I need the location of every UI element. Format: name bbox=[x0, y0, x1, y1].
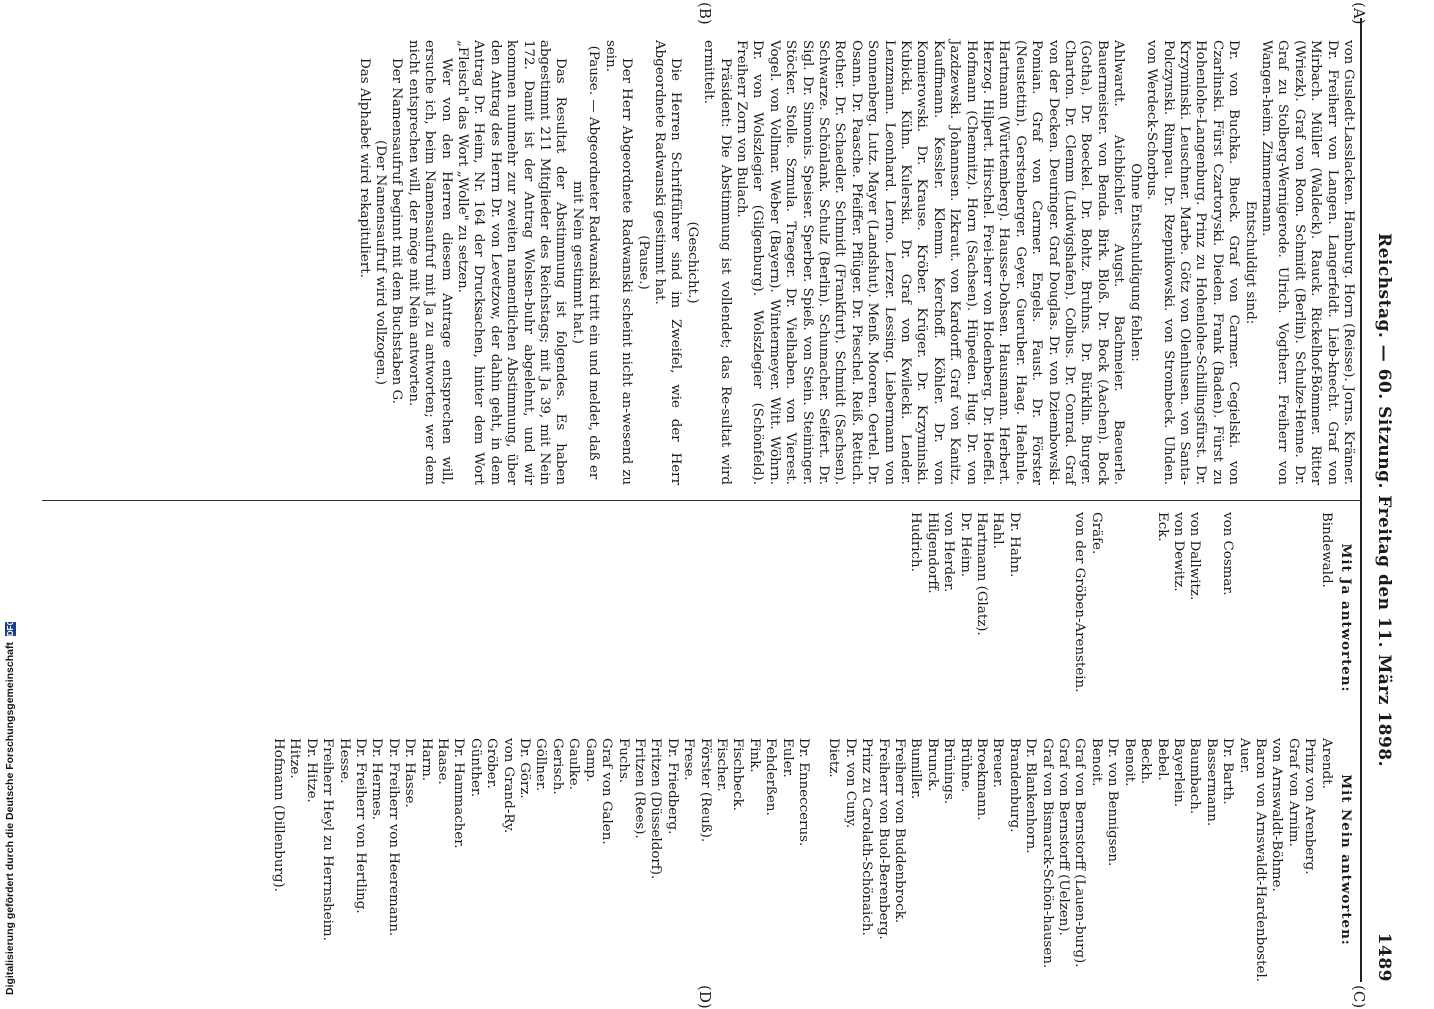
margin-marker-a: (A) bbox=[1350, 2, 1368, 25]
voter-name: Dr. Enneccerus. bbox=[796, 738, 811, 847]
margin-marker-d: (D) bbox=[696, 985, 714, 1009]
voter-name: Baumbach. bbox=[1187, 738, 1203, 815]
voter-name bbox=[1202, 512, 1218, 724]
page-number: 1489 bbox=[1374, 932, 1394, 982]
voter-name: Dr. Friedberg. bbox=[664, 738, 680, 835]
voter-name: Dr. Hitze. bbox=[303, 738, 319, 803]
voter-name: Hitze. bbox=[287, 738, 303, 779]
voter-name bbox=[1137, 512, 1153, 724]
voter-name: Fuchs. bbox=[615, 738, 631, 784]
voter-name: Gräfe. bbox=[1088, 512, 1104, 555]
paragraph: Dr. von Buchka. Bueck. Graf von Carmer. Cegielski. von Czarlinski. Fürst Czartoryski. Dieden. Frank (Baden). Fürst zu Hohenlohe-Langenburg. Prinz zu Hohenlohe-Schillingsfürst. Dr. Krzyminski. Leuschner. Marbe. Götz von Olenhusen. von Santa-Polczynski. Rimpau. Dr. Rzepnikowski. von Strombeck. Uhden. von Werdeck-Schorbus. bbox=[1144, 40, 1242, 485]
voter-name: Dietz. bbox=[826, 738, 842, 778]
voter-name: Bumiller. bbox=[908, 738, 924, 800]
ja-column bbox=[270, 512, 1356, 724]
voter-name: Bebel. bbox=[1154, 738, 1170, 781]
digitization-credit bbox=[4, 595, 22, 995]
voter-name: Freiherr von Buol-Berenberg. bbox=[875, 738, 891, 940]
voter-name: Dr. Heim. bbox=[957, 512, 973, 578]
voter-name: Arendt. bbox=[1318, 738, 1334, 789]
voter-name bbox=[1022, 512, 1038, 724]
voter-name: von Grand-Ry. bbox=[500, 738, 516, 834]
paragraph: Der Namensaufruf beginnt mit dem Buchstaben G. bbox=[389, 58, 405, 404]
ja-heading: Mit Ja antworten: bbox=[1338, 543, 1354, 693]
voter-name: Hahl. bbox=[990, 512, 1006, 549]
voter-name bbox=[1235, 512, 1251, 724]
voter-name: von Dallwitz. bbox=[1187, 512, 1203, 601]
voter-name: von Herder. bbox=[941, 512, 957, 593]
voter-name: Prinz zu Carolath-Schönaich. bbox=[859, 738, 875, 936]
voter-name: Dr. Freiherr von Hertling. bbox=[353, 738, 369, 914]
voter-name: von Cosmar. bbox=[1220, 512, 1236, 596]
voter-name: Euler. bbox=[779, 738, 795, 778]
voter-name: Graf von Bernstorff (Lauen-burg). bbox=[1072, 738, 1088, 968]
voter-name: Fischer. bbox=[713, 738, 729, 792]
voter-name: Dr. Görz. bbox=[517, 738, 533, 799]
voter-name bbox=[1120, 512, 1136, 724]
margin-marker-c: (C) bbox=[1350, 985, 1368, 1009]
voter-name bbox=[1252, 512, 1268, 724]
voter-name: Harm. bbox=[418, 738, 434, 782]
voter-name: Beckh. bbox=[1138, 738, 1154, 785]
voter-name: Freiherr von Buddenbrock. bbox=[892, 738, 908, 924]
voter-name: Hartmann (Glatz). bbox=[974, 512, 990, 636]
voter-name bbox=[1104, 512, 1120, 724]
voter-name: Graf von Galen. bbox=[599, 738, 615, 845]
voter-name: Fritzen (Rees). bbox=[631, 738, 647, 839]
voter-name: Eck. bbox=[1154, 512, 1170, 542]
nein-name-list bbox=[825, 738, 1334, 982]
paragraph: Das Resultat der Abstimmung ist folgendes. Es haben abgestimmt 211 Mitglieder des Reichstags; mit Ja 39, mit Nein 172. Damit ist der Antrag Wolsen-buhr abgelehnt, und wir kommen nunmehr zur zweiten namentlichen Abstimmung, über den Antrag des Herrn Dr. von Levetzow, der dahin geht, in dem Antrag Dr. Heim, Nr. 164 der Drucksachen, hinter dem Wort „Fleisch" das Wort „Wolle" zu setzen. bbox=[455, 40, 569, 485]
dfg-logo: DFG bbox=[5, 619, 15, 637]
voter-name: Dr. Barth. bbox=[1220, 738, 1236, 805]
voter-name: Dr. Hermes. bbox=[369, 738, 385, 820]
voter-name: Dr. Blankenhorn. bbox=[1023, 738, 1039, 854]
voter-name: Brandenburg. bbox=[1006, 738, 1022, 833]
voter-name: Auer. bbox=[1236, 738, 1252, 774]
voter-name: Dr. Freiherr von Heeremann. bbox=[385, 738, 401, 937]
stage-direction: (Pause.) bbox=[635, 235, 651, 290]
voter-name: Gerisch. bbox=[549, 738, 565, 795]
voter-name: Bayerlein. bbox=[1170, 738, 1186, 808]
voter-name: Göllner. bbox=[533, 738, 549, 792]
voter-name: Bassermann. bbox=[1203, 738, 1219, 827]
paragraph: Das Alphabet wird rekapituliert. bbox=[356, 58, 372, 278]
column-divider bbox=[42, 500, 1362, 501]
voter-name: Fischbeck. bbox=[730, 738, 746, 811]
president-statement bbox=[700, 40, 733, 485]
voter-name: Frese. bbox=[681, 738, 697, 781]
section-heading: Ohne Entschuldigung fehlen: bbox=[1127, 163, 1143, 362]
page-title: Reichstag. — 60. Sitzung. Freitag den 11. März 1898. bbox=[1374, 232, 1394, 768]
voter-name: Freiherr Heyl zu Herrnsheim. bbox=[320, 738, 336, 941]
voter-name bbox=[1055, 512, 1071, 724]
voter-name: Haase. bbox=[435, 738, 451, 785]
voter-name bbox=[1301, 512, 1317, 724]
voter-name bbox=[1268, 512, 1284, 724]
voter-name: Gröber. bbox=[484, 738, 500, 789]
voter-name: Brühne. bbox=[957, 738, 973, 793]
paragraph: Die Herren Schriftführer sind im Zweifel, wie der Herr Abgeordnete Radwanski gestimmt hat. bbox=[651, 40, 684, 485]
voter-name: Gamp. bbox=[582, 738, 598, 783]
voter-name: von der Gröben-Arenstein. bbox=[1072, 512, 1088, 693]
voter-name: Dr. Hammacher. bbox=[451, 738, 467, 849]
stage-direction: (Geschicht.) bbox=[684, 221, 700, 304]
stage-direction: (Pause. — Abgeordneter Radwanski tritt ein und meldet, daß er mit Nein gestimmt hat.) bbox=[569, 45, 602, 480]
section-heading: Entschuldigt sind: bbox=[1242, 200, 1258, 325]
nein-column bbox=[270, 738, 1356, 982]
ja-name-list bbox=[907, 512, 1334, 724]
voter-name: Fehderßen. bbox=[763, 738, 779, 816]
voter-name: Fritzen (Düsseldorf). bbox=[648, 738, 664, 880]
paragraph: Der Herr Abgeordnete Radwanski scheint nicht an-wesend zu sein. bbox=[602, 40, 635, 485]
voter-name: Prinz von Arenberg. bbox=[1302, 738, 1318, 875]
voter-name: Baron von Arnswaldt-Hardenbostel. bbox=[1252, 738, 1268, 982]
voter-name: Hesse. bbox=[336, 738, 352, 784]
margin-marker-b: (B) bbox=[696, 2, 714, 25]
voter-name: Breuer. bbox=[990, 738, 1006, 788]
credit-text: Digitalisierung gefördert durch die Deutsche Forschungsgemeinschaft bbox=[4, 642, 16, 995]
voter-name: Benoit. bbox=[1088, 738, 1104, 787]
voter-name: Günther. bbox=[467, 738, 483, 798]
stage-direction: (Der Namensaufruf wird vollzogen.) bbox=[373, 139, 389, 386]
voter-name: Brunck. bbox=[924, 738, 940, 792]
voter-name: Graf von Arnim. bbox=[1285, 738, 1301, 847]
voter-name: Broekmann. bbox=[974, 738, 990, 821]
voter-name: Fink. bbox=[746, 738, 762, 773]
voter-name: Dr. von Bennigsen. bbox=[1105, 738, 1121, 867]
voter-name: Graf von Bernstorff (Uelzen). bbox=[1056, 738, 1072, 936]
voter-name: von Dewitz. bbox=[1170, 512, 1186, 592]
paragraph: Wer von den Herren diesem Antrage entsprechen will, ersuche ich, beim Namensaufruf mit Ja zu antworten; wer dem nicht entsprechen will, der möge mit Nein antworten. bbox=[405, 40, 454, 485]
nein-heading: Mit Nein antworten: bbox=[1338, 774, 1354, 946]
voter-name: Brünings. bbox=[941, 738, 957, 805]
nein-name-list-continued bbox=[270, 738, 811, 982]
page-header bbox=[1368, 18, 1394, 982]
voter-name: Dr. Hahn. bbox=[1006, 512, 1022, 578]
voter-name bbox=[1038, 512, 1054, 724]
voter-name: Hudrich. bbox=[908, 512, 924, 572]
voter-name bbox=[1284, 512, 1300, 724]
voter-name: Förster (Reuß). bbox=[697, 738, 713, 843]
voter-name: Benoit. bbox=[1121, 738, 1137, 787]
voter-name: Graf von Bismarck-Schön-hausen. bbox=[1039, 738, 1055, 969]
voter-name: Dr. Hasse. bbox=[402, 738, 418, 808]
voter-name: Hofmann (Dillenburg). bbox=[271, 738, 286, 892]
right-column bbox=[270, 512, 1356, 982]
voter-name: Gaulke. bbox=[566, 738, 582, 790]
paragraph: Ahlwardt. Aichbichler. Augst. Bachmeier. Baeuerle. Bauermeister. von Benda. Birk. Bloß. Dr. Bock (Aachen). Bock (Gotha). Dr. Boeckel. Dr. Bohtz. Bruhns. Dr. Bürklin. Burger. Charton. Dr. Clemm (Ludwigshafen). Colbus. Dr. Conrad. Graf von der Decken. Deuringer. Graf Douglas. Dr. von Dziembowski-Pomian. Graf von Carmer. Engels. Faust. Dr. Förster (Neustettin). Gerstenberger. Geyer. Gueruber. Haag. Haehnle. Hartmann (Württemberg). Hausse-Dohsen. Hausmann. Herbert. Herzog. Hilpert. Hirschel. Frei-herr von Hodenberg. Dr. Hoeffel. Hofmann (Chemnitz). Horn (Sachsen). Hüpeden. Hug. Dr. von Jazdzewski. Johannsen. Izkraut. von Kardorff. Graf von Kanitz. Kauffmann. Kessler. Klemm. Kerchoff. Köhler. Dr. von Komierowski. Dr. Krause. Kröber. Krüger. Dr. Krzyminski. Kubicki. Kühn. Kulerski. Dr. Graf von Kwilecki. Lender. Lenzmann. Leonhard. Lerno. Lerzer. Lessing. Liebermann von Sonnenberg. Lutz. Mayer (Landshut). Menß. Mooren. Oertel. Dr. Osann. Dr. Paasche. Pfeiffer. Pflüger. Dr. Pieschel. Reiß. Rettich. Rother. Dr. Schaedler. Schmidt (Frankfurt). Schmidt (Sachsen). Schwarze. Schönlank. Schulz (Berlin). Schumacher. Seifert. Dr. Sigl. Dr. Simonis. Speiser. Sperber. Spieß. von Stein. Steininger. Stöcker. Stolle. Szmula. Traeger. Dr. Vielhaben. von Vierest. Vogel. von Vollmar. Weber (Bayern). Wintermeyer. Witt. Wöhrn. Dr. von Wolszlegier (Gilgenburg). Wolszlegier (Schönfeld). Freiherr Zorn von Bulach. bbox=[733, 40, 1127, 485]
paragraph-text: Präsident: Die Abstimmung ist vollendet; das Re-sultat wird ermittelt. bbox=[701, 40, 733, 485]
paragraph: von Gusledt-Lasslacken. Hamburg. Horn (Reisse). Jorns. Krämer. Dr. Freiherr von Langen. Langerfeldt. Lieb-knecht. Graf von Mirbach. Müller (Waldeck). Rauck. Rickelhof-Bömmer. Ritter (Wriezk). Graf von Roon. Schmidt (Berlin). Schulze-Henne. Dr. Graf zu Stolberg-Wernigerode. Ulrich. Vogtherr. Freiherr von Wangen-heim. Zimmermann. bbox=[1258, 40, 1356, 485]
left-column bbox=[355, 40, 1356, 485]
voter-name: Bindewald. bbox=[1318, 512, 1334, 588]
voter-name: von Arnswaldt-Böhme. bbox=[1269, 738, 1285, 892]
voter-name: Hilgendorff. bbox=[924, 512, 940, 594]
voter-name: Dr. von Cuny. bbox=[842, 738, 858, 829]
